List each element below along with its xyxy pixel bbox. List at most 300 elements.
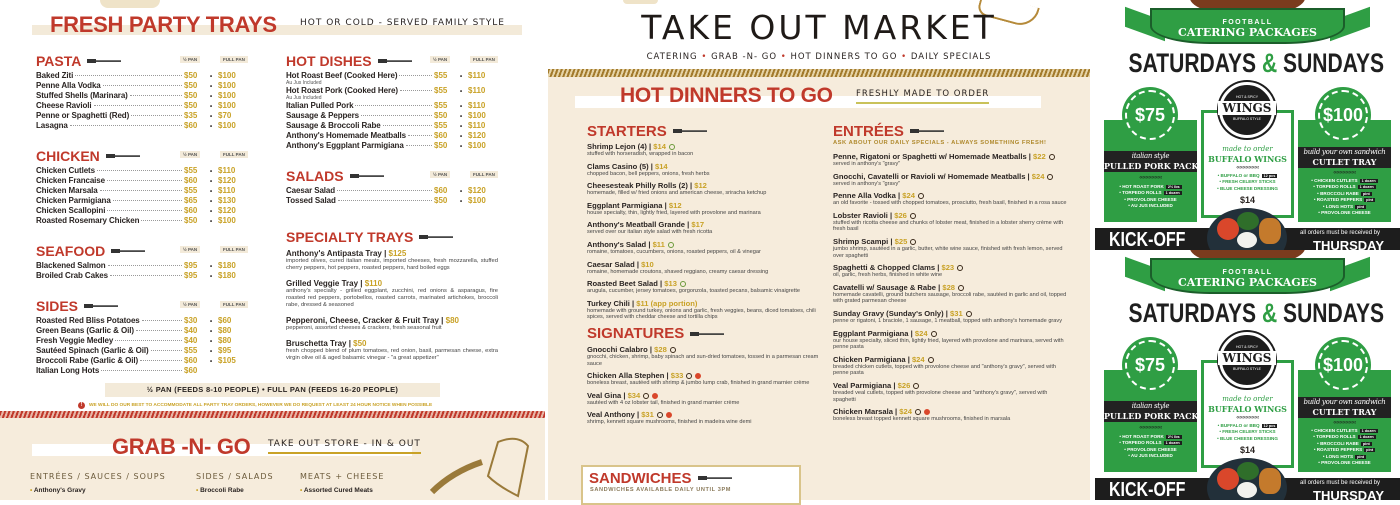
dot-leader bbox=[337, 190, 432, 191]
half-pan-label: ½ PAN bbox=[180, 246, 200, 253]
item-name: Chicken Alla Stephen bbox=[587, 371, 665, 381]
package-item: • LONG HOTS pint bbox=[1322, 203, 1365, 209]
section-heading: SEAFOOD bbox=[36, 243, 106, 259]
menu-item bbox=[36, 166, 240, 176]
package-item: • AU JUS INCLUDED bbox=[1128, 203, 1173, 209]
fork-icon bbox=[87, 58, 121, 64]
item-description: served in anthony's "gravy" bbox=[833, 161, 901, 167]
kickoff-text: KICK-OFF bbox=[1109, 229, 1186, 250]
full-pan-label: FULL PAN bbox=[220, 151, 248, 158]
badge-bottom-text: BUFFALO STYLE bbox=[1232, 367, 1261, 371]
item-title: Clams Casino (5) | $14 bbox=[587, 161, 668, 171]
column-heading: MEATS + CHEESE bbox=[300, 472, 385, 481]
pasta-icon bbox=[966, 311, 972, 317]
half-pan-price: $55 bbox=[184, 186, 198, 195]
item-price: $14 bbox=[653, 142, 666, 151]
dot-leader bbox=[130, 95, 182, 96]
item-title: Veal Parmigiana | $26 bbox=[833, 381, 1068, 390]
item-price: $125 bbox=[388, 249, 407, 258]
section-header bbox=[286, 229, 498, 245]
package-item-text: FRESH CELERY STICKS bbox=[1222, 179, 1276, 185]
chevron-divider: ‹‹‹‹‹‹‹‹‹‹‹‹‹‹‹ bbox=[1139, 425, 1162, 431]
separator-dot: • bbox=[209, 114, 213, 120]
order-notice bbox=[78, 402, 432, 409]
sandwiches-box bbox=[581, 465, 801, 505]
alert-icon: ! bbox=[78, 402, 85, 409]
item-name: Sausage & Broccoli Rabe bbox=[286, 121, 381, 130]
full-pan-price: $110 bbox=[468, 71, 486, 80]
full-pan-price: $180 bbox=[218, 261, 236, 270]
package-item-text: AU JUS INCLUDED bbox=[1130, 203, 1173, 209]
item-description: served in anthony's "gravy" bbox=[833, 180, 901, 187]
half-pan-price: $55 bbox=[434, 101, 448, 110]
section-header bbox=[833, 122, 1068, 140]
item-description: breaded veal cutlets, topped with provolone cheese and "anthony's gravy", served with spaghetti bbox=[833, 389, 1048, 403]
menu-item bbox=[36, 196, 240, 206]
menu-item bbox=[587, 391, 822, 407]
item-price: $11 (app portion) bbox=[636, 298, 698, 308]
half-pan-price: $60 bbox=[434, 131, 448, 140]
section-heading: STARTERS bbox=[587, 122, 667, 140]
dot-leader bbox=[103, 85, 182, 86]
package-items bbox=[1204, 423, 1291, 442]
section-note: ASK ABOUT OUR DAILY SPECIALS - ALWAYS SOMETHING FRESH! bbox=[833, 140, 1047, 146]
half-pan-price: $60 bbox=[434, 186, 448, 195]
item-price: $28 bbox=[654, 344, 667, 354]
package-item-text: BROCCOLI RABE bbox=[1320, 190, 1359, 196]
half-pan-price: $60 bbox=[184, 121, 198, 130]
package-items bbox=[1298, 428, 1391, 466]
separator-dot: • bbox=[209, 359, 213, 365]
quantity-tag: pint bbox=[1362, 441, 1370, 446]
item-price: $22 bbox=[1033, 152, 1046, 161]
item-name: Cheesesteak Philly Rolls (2) bbox=[587, 181, 688, 191]
item-list bbox=[36, 316, 240, 376]
item-price: $11 bbox=[652, 239, 665, 249]
item-name: Eggplant Parmigiana bbox=[587, 200, 663, 210]
item-title: Caesar Salad | $10 bbox=[587, 259, 654, 269]
section-header bbox=[36, 148, 245, 164]
item-name: Chicken Cutlets bbox=[36, 166, 95, 175]
menu-item bbox=[833, 263, 1068, 279]
menu-item bbox=[833, 355, 1068, 377]
full-pan-price: $100 bbox=[218, 91, 236, 100]
package-items bbox=[1104, 434, 1197, 460]
dot-leader bbox=[113, 200, 182, 201]
item-price: $50 bbox=[353, 339, 367, 348]
full-pan-price: $110 bbox=[218, 186, 236, 195]
full-pan-label: FULL PAN bbox=[220, 301, 248, 308]
dot-leader bbox=[94, 105, 182, 106]
half-pan-price: $55 bbox=[184, 346, 198, 355]
quantity-tag: pint bbox=[1362, 191, 1370, 196]
separator-dot: • bbox=[209, 319, 213, 325]
full-pan-price: $110 bbox=[468, 86, 486, 95]
grab-n-go-column bbox=[300, 472, 384, 494]
headline-sundays: SUNDAYS bbox=[1283, 298, 1385, 328]
chevron-divider: ‹‹‹‹‹‹‹‹‹‹‹‹‹‹‹ bbox=[1236, 415, 1259, 421]
menu-item bbox=[36, 316, 240, 326]
item-name: Lobster Ravioli bbox=[833, 210, 888, 220]
hot-dinners-subtitle: FRESHLY MADE TO ORDER bbox=[856, 89, 989, 104]
half-pan-price: $55 bbox=[434, 86, 448, 95]
package-item-text: TORPEDO ROLLS bbox=[1122, 440, 1162, 446]
item-price: $34 bbox=[627, 390, 641, 400]
item-name: Spaghetti & Chopped Clams bbox=[833, 263, 936, 273]
hot-dinners-title: HOT DINNERS TO GO bbox=[620, 84, 833, 107]
badge-top-text: HOT & SPICY bbox=[1235, 95, 1259, 99]
fork-icon bbox=[673, 128, 707, 134]
deadline-day: THURSDAY bbox=[1313, 238, 1385, 250]
item-name: Anthony's Eggplant Parmigiana bbox=[286, 141, 404, 150]
grab-n-go-subtitle: TAKE OUT STORE - IN & OUT bbox=[268, 439, 421, 454]
item-price: $31 bbox=[950, 308, 963, 318]
dot-leader bbox=[108, 265, 182, 266]
half-pan-label: ½ PAN bbox=[180, 56, 200, 63]
tagline-item: CATERING bbox=[646, 52, 698, 62]
tagline-item: GRAB -N- GO bbox=[711, 52, 778, 62]
menu-item bbox=[286, 101, 490, 111]
item-name: Anthony's Homemade Meatballs bbox=[286, 131, 407, 140]
separator-dot: • bbox=[459, 89, 463, 95]
item-price: $10 bbox=[641, 259, 654, 269]
dot-leader bbox=[151, 350, 182, 351]
fork-icon bbox=[106, 153, 140, 159]
item-title: Spaghetti & Chopped Clams | $23 bbox=[833, 263, 1068, 272]
pasta-icon bbox=[657, 412, 663, 418]
dot-leader bbox=[140, 360, 182, 361]
menu-section bbox=[286, 53, 495, 151]
pasta-icon bbox=[915, 409, 921, 415]
full-pan-price: $100 bbox=[218, 101, 236, 110]
specialty-item bbox=[286, 339, 498, 362]
card-script: italian style bbox=[1131, 402, 1170, 410]
menu-item bbox=[587, 410, 822, 426]
section-header bbox=[587, 325, 822, 343]
full-pan-price: $60 bbox=[218, 316, 232, 325]
package-item: • PROVOLONE CHEESE bbox=[1318, 460, 1371, 466]
menu-item bbox=[36, 326, 240, 336]
menu-item bbox=[36, 356, 240, 366]
package-item-text: PROVOLONE CHEESE bbox=[1321, 460, 1371, 466]
item-name: Cheese Ravioli bbox=[36, 101, 92, 110]
package-item: • CHICKEN CUTLETS 1 dozen bbox=[1311, 428, 1376, 433]
menu-item bbox=[286, 141, 490, 151]
item-title: Eggplant Parmigiana | $24 bbox=[833, 329, 1068, 338]
separator-dot: • bbox=[209, 74, 213, 80]
half-pan-price: $60 bbox=[184, 176, 198, 185]
half-pan-price: $60 bbox=[184, 356, 198, 365]
party-trays-title: FRESH PARTY TRAYS bbox=[50, 12, 277, 37]
half-pan-price: $40 bbox=[184, 326, 198, 335]
item-name: Chicken Scallopini bbox=[36, 206, 106, 215]
item-price: $12 bbox=[668, 200, 682, 210]
item-title: Penne, Rigatoni or Spaghetti w/ Homemade Meatballs | $22 bbox=[833, 152, 1068, 161]
full-pan-price: $120 bbox=[218, 176, 236, 185]
dot-leader bbox=[361, 115, 432, 116]
package-item-text: PROVOLONE CHEESE bbox=[1127, 446, 1177, 452]
package-item: • FRESH CELERY STICKS bbox=[1219, 429, 1276, 435]
item-price: $24 bbox=[914, 328, 928, 338]
separator-dot: • bbox=[209, 104, 213, 110]
item-name: Gnocchi, Cavatelli or Ravioli w/ Homemade Meatballs bbox=[833, 171, 1026, 181]
spicy-alert-icon bbox=[924, 409, 930, 415]
menu-item bbox=[36, 206, 240, 216]
item-title: Eggplant Parmigiana | $12 bbox=[587, 200, 682, 210]
menu-section bbox=[36, 243, 245, 281]
dot-leader bbox=[136, 330, 182, 331]
half-pan-price: $95 bbox=[184, 271, 198, 280]
half-pan-price: $50 bbox=[434, 111, 448, 120]
item-title: Gnocchi Calabro | $28 bbox=[587, 345, 822, 354]
fork-icon bbox=[690, 331, 724, 337]
column-heading: ENTRÉES / SAUCES / SOUPS bbox=[30, 472, 166, 481]
package-item: • AU JUS INCLUDED bbox=[1128, 453, 1173, 459]
pasta-illustration bbox=[623, 0, 658, 4]
item-title: Anthony's Salad | $11 bbox=[587, 240, 822, 249]
item-title: Anthony's Meatball Grande | $17 bbox=[587, 220, 705, 230]
quantity-tag: 2½ lbs bbox=[1167, 185, 1180, 189]
item-name: Shrimp Lejon (4) bbox=[587, 142, 647, 151]
item-title: Veal Anthony | $31 bbox=[587, 410, 822, 419]
menu-item bbox=[36, 111, 240, 121]
half-pan-price: $50 bbox=[434, 141, 448, 150]
item-name: Caesar Salad bbox=[286, 186, 336, 195]
item-list bbox=[36, 166, 240, 226]
item-name: Chicken Francaise bbox=[36, 176, 105, 185]
item-list bbox=[36, 261, 240, 281]
grab-n-go-column bbox=[30, 472, 166, 494]
catering-banner bbox=[1150, 258, 1345, 294]
item-list bbox=[286, 186, 490, 206]
starters-signatures-column bbox=[587, 122, 822, 430]
item-description: fresh chopped blend of plum tomatoes, red onion, basil, parmesan cheese, extra virgin olive oil & aged balsamic vinegar - "a great appetizer" bbox=[286, 348, 498, 361]
item-note: Au Jus Included bbox=[286, 80, 322, 86]
item-description: anthony's specialty - grilled eggplant, zucchini, red onions & asparagus, fire roasted red peppers, portobellos, roasted carrots, marinated artichokes, broccoli rabe, dressed & seasoned bbox=[286, 288, 498, 308]
separator-dot: • bbox=[209, 179, 213, 185]
package-item-text: LONG HOTS bbox=[1325, 453, 1354, 459]
deadline-day: THURSDAY bbox=[1313, 488, 1385, 500]
banner-main-text: CATERING PACKAGES bbox=[1178, 276, 1317, 289]
pasta-icon bbox=[686, 373, 692, 379]
sandwiches-note: SANDWICHES AVAILABLE DAILY UNTIL 3PM bbox=[590, 487, 732, 493]
vegetarian-icon bbox=[680, 281, 686, 287]
item-list bbox=[36, 71, 240, 131]
pasta-icon bbox=[918, 193, 924, 199]
dot-leader bbox=[141, 220, 182, 221]
item-name: Anthony's Antipasta Tray bbox=[286, 249, 382, 258]
menu-item bbox=[36, 261, 240, 271]
full-pan-price: $100 bbox=[218, 81, 236, 90]
item-name: Cavatelli w/ Sausage & Rabe bbox=[833, 282, 936, 292]
item-name: Sautéed Spinach (Garlic & Oil) bbox=[36, 346, 149, 355]
menu-item bbox=[36, 81, 240, 91]
item-price: $14 bbox=[654, 161, 668, 171]
package-item-text: HOT ROAST PORK bbox=[1122, 434, 1164, 439]
item-name: Anthony's Salad bbox=[587, 239, 647, 249]
item-name: Fresh Veggie Medley bbox=[36, 336, 114, 345]
menu-item bbox=[36, 121, 240, 131]
separator-dot: • bbox=[209, 189, 213, 195]
quantity-tag: 1 dozen bbox=[1165, 191, 1180, 196]
menu-item bbox=[587, 240, 822, 256]
item-title: Pepperoni, Cheese, Cracker & Fruit Tray | $80 bbox=[286, 316, 459, 325]
dot-leader bbox=[101, 370, 182, 371]
menu-item bbox=[833, 283, 1068, 305]
pasta-icon bbox=[928, 357, 934, 363]
section-header bbox=[587, 122, 822, 140]
price-badge: $100 bbox=[1318, 90, 1368, 140]
pasta-illustration bbox=[100, 0, 160, 8]
menu-section bbox=[833, 122, 1068, 423]
football-catering-flyer bbox=[1095, 250, 1400, 500]
card-script: made to order bbox=[1222, 395, 1273, 403]
full-pan-label: FULL PAN bbox=[220, 56, 248, 63]
item-description: stuffed with ricotta cheese and chunks of lobster meat, finished in a lobster sherry crème with fresh basil bbox=[833, 219, 1064, 233]
wings-price: $14 bbox=[1239, 445, 1256, 455]
menu-section bbox=[587, 325, 822, 426]
pasta-icon bbox=[910, 213, 916, 219]
pan-size-info: ½ PAN (FEEDS 8-10 PEOPLE) • FULL PAN (FEEDS 16-20 PEOPLE) bbox=[105, 383, 440, 397]
package-item-text: AU JUS INCLUDED bbox=[1130, 453, 1173, 459]
tagline-item: DAILY SPECIALS bbox=[910, 52, 992, 62]
package-item: • BUFFALO or BBQ 12 pcs bbox=[1217, 423, 1276, 428]
dot-leader bbox=[131, 115, 182, 116]
item-name: Tossed Salad bbox=[286, 196, 336, 205]
package-item: • BLUE CHEESE DRESSING bbox=[1217, 435, 1278, 441]
menu-section bbox=[587, 122, 822, 321]
full-pan-price: $100 bbox=[218, 71, 236, 80]
item-title: Gnocchi, Cavatelli or Ravioli w/ Homemade Meatballs | $24 bbox=[833, 172, 1068, 181]
half-pan-label: ½ PAN bbox=[430, 56, 450, 63]
menu-item bbox=[36, 216, 240, 226]
dot-leader bbox=[107, 180, 182, 181]
pasta-icon bbox=[1049, 154, 1055, 160]
package-item: • BROCCOLI RABE pint bbox=[1317, 190, 1370, 196]
package-item-text: PROVOLONE CHEESE bbox=[1321, 210, 1371, 216]
card-script: made to order bbox=[1222, 145, 1273, 153]
package-item: • FRESH CELERY STICKS bbox=[1219, 179, 1276, 185]
take-out-market-page bbox=[548, 0, 1090, 500]
full-pan-price: $95 bbox=[218, 346, 232, 355]
package-item-text: CHICKEN CUTLETS bbox=[1314, 428, 1358, 433]
item-description: jumbo shrimp, sautéed in a garlic, butter, white wine sauce, finished with fresh lemon, served over spaghetti bbox=[833, 245, 1063, 259]
dot-leader bbox=[70, 125, 182, 126]
half-pan-price: $50 bbox=[184, 81, 198, 90]
dot-leader bbox=[399, 75, 432, 76]
half-pan-price: $35 bbox=[184, 111, 198, 120]
quantity-tag: pint bbox=[1357, 454, 1365, 459]
flyer-headline bbox=[1128, 298, 1385, 328]
item-description: boneless breast topped kennett square mushrooms, finished in marsala bbox=[833, 416, 1011, 423]
deadline-note: all orders must be received by bbox=[1300, 480, 1381, 486]
dot-leader bbox=[115, 340, 182, 341]
menu-item bbox=[833, 381, 1068, 403]
item-name: Grilled Veggie Tray bbox=[286, 279, 359, 288]
item-name: Eggplant Parmigiana bbox=[833, 328, 909, 338]
section-heading: HOT DISHES bbox=[286, 53, 372, 69]
item-name: Chicken Parmigiana bbox=[36, 196, 111, 205]
item-name: Roasted Rosemary Chicken bbox=[36, 216, 140, 225]
dot-leader bbox=[383, 125, 432, 126]
item-name: Broccoli Rabe (Garlic & Oil) bbox=[36, 356, 139, 365]
item-description: pepperoni, assorted cheeses & crackers, fresh seasonal fruit bbox=[286, 325, 442, 331]
package-item: • PROVOLONE CHEESE bbox=[1124, 446, 1177, 452]
section-heading: SIGNATURES bbox=[587, 325, 685, 343]
separator-dot: • bbox=[209, 219, 213, 225]
pasta-icon bbox=[670, 347, 676, 353]
half-pan-price: $50 bbox=[184, 101, 198, 110]
item-description: arugula, cucumber, jersey tomatoes, gorgonzola, toasted pecans, balsamic vinaigrette bbox=[587, 288, 800, 295]
package-item: • ROASTED PEPPERS pint bbox=[1313, 197, 1374, 203]
item-description: served over our italian style salad with fresh ricotta bbox=[587, 229, 713, 236]
headline-ampersand: & bbox=[1261, 48, 1278, 78]
item-description: boneless breast, sautéed with shrimp & jumbo lump crab, finished in grand marnier crème bbox=[587, 380, 810, 387]
item-price: $28 bbox=[942, 282, 956, 292]
full-pan-price: $100 bbox=[468, 141, 486, 150]
package-item-text: FRESH CELERY STICKS bbox=[1222, 429, 1276, 435]
menu-item bbox=[587, 279, 822, 295]
menu-item bbox=[587, 181, 822, 197]
fork-icon bbox=[84, 303, 118, 309]
item-name: Chicken Parmigiana bbox=[833, 354, 906, 364]
full-pan-price: $105 bbox=[218, 356, 236, 365]
pasta-icon bbox=[957, 265, 963, 271]
item-description: penne or rigatoni, 1 braciole, 1 sausage, 1 meatball, topped with anthony's homemade gravy bbox=[833, 317, 1062, 324]
quantity-tag: 12 pcs bbox=[1263, 174, 1276, 178]
party-trays-page bbox=[0, 0, 545, 500]
item-price: $110 bbox=[364, 279, 383, 288]
item-description: homemade cavatelli, ground butchers sausage, broccoli rabe, sautéed in garlic and oil, topped with grated parmesan cheese bbox=[833, 291, 1067, 305]
package-item-text: LONG HOTS bbox=[1325, 203, 1354, 209]
item-name: Stuffed Shells (Marinara) bbox=[36, 91, 128, 100]
separator-dot: • bbox=[209, 209, 213, 215]
item-title: Roasted Beet Salad | $13 bbox=[587, 279, 822, 288]
menu-item bbox=[36, 186, 240, 196]
half-pan-price: $50 bbox=[184, 91, 198, 100]
section-heading: PASTA bbox=[36, 53, 82, 69]
separator-dot: • bbox=[209, 84, 213, 90]
pasta-icon bbox=[958, 285, 964, 291]
item-description: romaine, homemade croutons, shaved reggiano, creamy caesar dressing bbox=[587, 268, 769, 275]
package-item-text: TORPEDO ROLLS bbox=[1122, 190, 1162, 196]
package-item: • BLUE CHEESE DRESSING bbox=[1217, 185, 1278, 191]
section-header bbox=[286, 168, 495, 184]
quantity-tag: pint bbox=[1357, 204, 1365, 209]
menu-item bbox=[587, 371, 822, 387]
fork-icon bbox=[698, 475, 732, 481]
dot-leader bbox=[406, 145, 432, 146]
package-item: • HOT ROAST PORK 2½ lbs bbox=[1119, 184, 1180, 189]
separator-dot: • bbox=[209, 169, 213, 175]
banner-main-text: CATERING PACKAGES bbox=[1178, 26, 1317, 39]
section-header bbox=[36, 243, 245, 259]
half-pan-price: $50 bbox=[184, 216, 198, 225]
card-title: BUFFALO WINGS bbox=[1208, 154, 1287, 164]
section-header bbox=[36, 53, 245, 69]
package-item: • TORPEDO ROLLS 1 dozen bbox=[1313, 434, 1374, 440]
item-name: Roasted Beet Salad bbox=[587, 279, 658, 289]
separator-dot: • bbox=[459, 199, 463, 205]
item-name: Roasted Red Bliss Potatoes bbox=[36, 316, 140, 325]
wings-badge bbox=[1219, 332, 1275, 388]
menu-item bbox=[286, 131, 490, 141]
card-title: PULLED PORK PACK bbox=[1104, 161, 1199, 171]
package-item-text: TORPEDO ROLLS bbox=[1316, 184, 1356, 190]
menu-item bbox=[833, 237, 1068, 259]
quantity-tag: 2½ lbs bbox=[1167, 435, 1180, 439]
package-item-text: BROCCOLI RABE bbox=[1320, 440, 1359, 446]
